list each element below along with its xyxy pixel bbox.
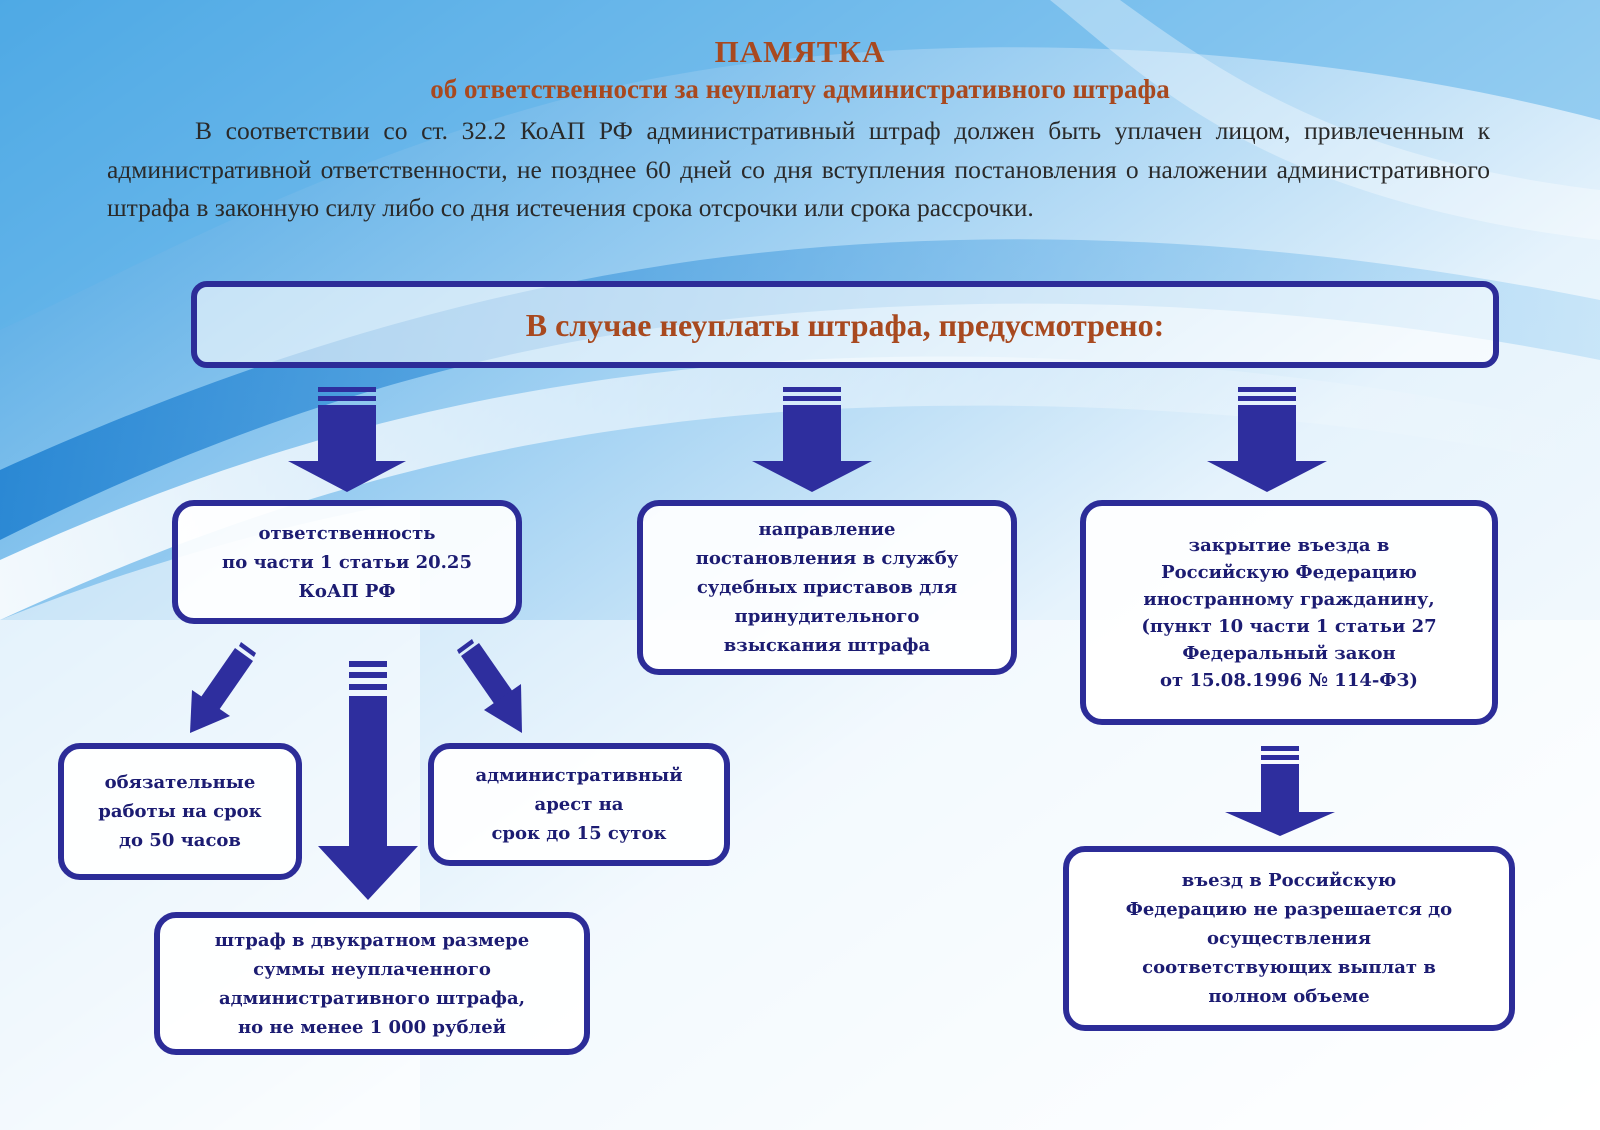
arrow-to-no-entry <box>1225 746 1335 836</box>
intro-paragraph: В соответствии со ст. 32.2 КоАП РФ административный штраф должен быть уплачен лицом, привлеченным к административной ответственности, не позднее 60 дней со дня вступления постановления о наложении административного штрафа в законную силу либо со дня истечения срока отсрочки или срока рассрочки. <box>107 116 1490 222</box>
arrow-to-entry-ban <box>1207 387 1327 492</box>
arrow-to-bailiffs <box>752 387 872 492</box>
arrow-to-double-fine <box>318 661 418 900</box>
memo-subtitle: об ответственности за неуплату административного штрафа <box>430 74 1170 104</box>
arrow-to-arrest <box>457 639 522 733</box>
node-no-entry: въезд в Российскую Федерацию не разрешается до осуществления соответствующих выплат в полном объеме <box>1063 846 1515 1031</box>
node-administrative-arrest: административный арест на срок до 15 суток <box>428 743 730 866</box>
consequences-header: В случае неуплаты штрафа, предусмотрено: <box>191 281 1499 368</box>
node-double-fine: штраф в двукратном размере суммы неуплаченного административного штрафа, но не менее 1 000 рублей <box>154 912 590 1055</box>
node-bailiffs: направление постановления в службу судебных приставов для принудительного взыскания штрафа <box>637 500 1017 675</box>
memo-title: ПАМЯТКА <box>714 34 886 69</box>
node-entry-ban: закрытие въезда в Российскую Федерацию иностранному гражданину, (пункт 10 части 1 статьи 27 Федеральный закон от 15.08.1996 № 114-ФЗ) <box>1080 500 1498 725</box>
arrow-to-liability <box>288 387 406 492</box>
node-mandatory-works: обязательные работы на срок до 50 часов <box>58 743 302 880</box>
node-liability: ответственность по части 1 статьи 20.25 КоАП РФ <box>172 500 522 624</box>
arrow-to-works <box>190 642 256 733</box>
